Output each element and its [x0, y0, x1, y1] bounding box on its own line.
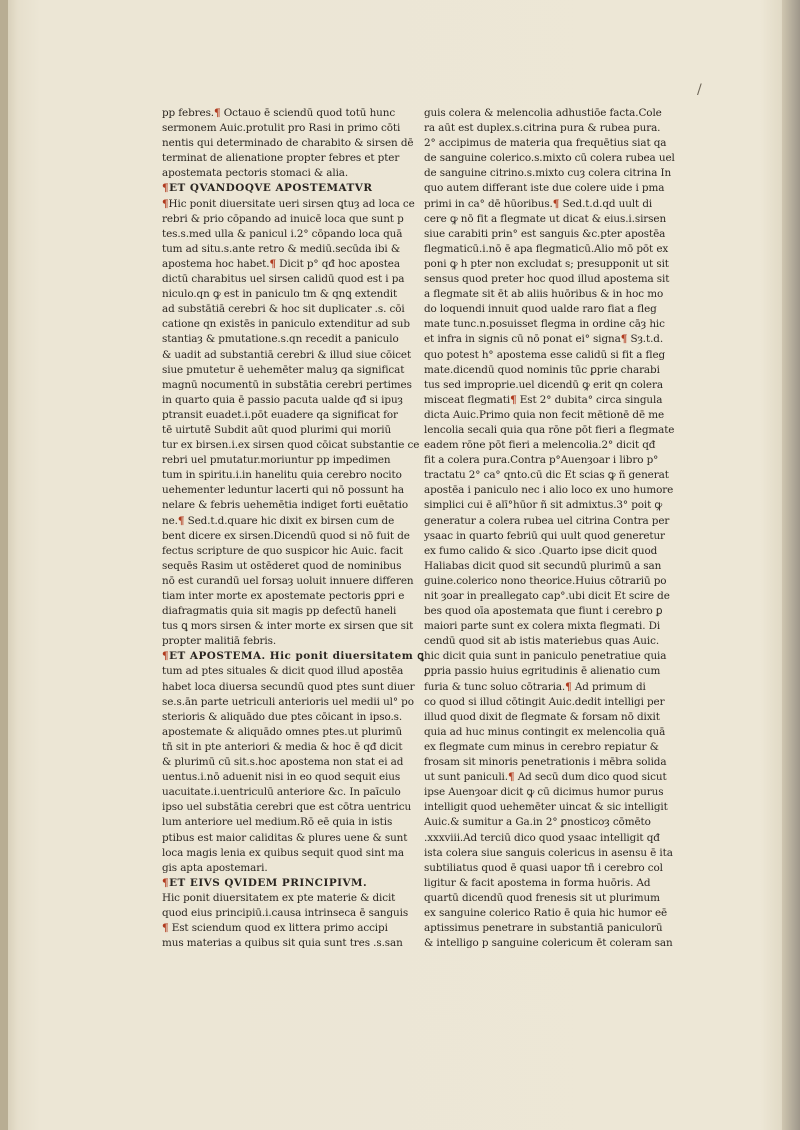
text-line: .xxxviii.Ad terciū dico quod ysaac intelligit qđ [424, 831, 660, 844]
text-line: nelare & febris uehemētia indiget forti euētatio [162, 499, 409, 512]
text-line: tum ad ptes situales & dicit quod illud apostēa [162, 665, 404, 678]
text-line: de sanguine citrino.s.mixto cuȝ colera citrina In [424, 167, 672, 180]
text-line: lencolia secali quia qua rōne pōt fieri a flegmate [424, 423, 675, 436]
text-line: poni ꝙ h pter non excludat s; presupponit ut sit [424, 257, 669, 270]
right-text-column [424, 106, 686, 951]
text-line: subtiliatus quod ē quasi uapor tñ i cerebro col [424, 861, 663, 874]
text-line: mate tunc.n.posuisset flegma in ordine cāȝ hic [424, 318, 665, 331]
paragraph-mark-icon: ¶ [510, 393, 517, 406]
text-line: & uadit ad substantiā cerebri & illud siue cōicet [162, 348, 412, 361]
text-line: tñ sit in pte anteriori & media & hoc ē qđ dicit [162, 740, 403, 753]
text-line: frosam sit minoris penetrationis i mēbra solida [424, 756, 667, 769]
paragraph-mark-icon: ¶ [214, 107, 221, 119]
text-line: diafragmatis quia sit magis pp defectū haneli [162, 605, 397, 618]
text-line: tur ex birsen.i.ex sirsen quod cōicat substantie ce [162, 439, 420, 452]
text-line: cendū quod sit ab istis materiebus quas Auic. [424, 635, 660, 648]
text-line: illud quod dixit de flegmate & forsam nō dixit [424, 710, 660, 723]
text-line: nit ȝoar in preallegato cap°.ubi dicit Et scire de [424, 590, 670, 602]
text-line: ra aūt est duplex.s.citrina pura & rubea pura. [424, 122, 661, 135]
text-line: lum anteriore uel medium.Rō eē quia in istis [162, 816, 393, 829]
text-line: sermonem Auic.protulit pro Rasi in primo cōti [162, 122, 401, 135]
text-line: siue carabiti prin° est sanguis &c.pter apostēa [424, 227, 666, 240]
text-line: generatur a colera rubea uel citrina Contra per [424, 514, 670, 527]
text-line: niculo.qn ꝙ est in paniculo tm & qnꝗ extendit [162, 288, 398, 301]
text-line: apostemata pectoris stomaci & alia. [162, 167, 349, 180]
text-line: nentis qui determinado de charabito & sirsen dē [162, 137, 414, 150]
text-line: ¶ET APOSTEMA. Hic ponit diuersitatem ꝗ [162, 650, 424, 663]
text-line: bes quod oīa apostemata que fiunt i cerebro ꝑ [424, 605, 663, 618]
paragraph-mark-icon: ¶ [162, 650, 170, 663]
text-line: Hic ponit diuersitatem ex pte materie & dicit [162, 891, 396, 904]
text-line: tiam inter morte ex apostemate pectoris ꝑpri e [162, 590, 405, 602]
text-line: de sanguine colerico.s.mixto cū colera rubea uel [424, 152, 675, 165]
text-line: ipse Auenȝoar dicit ꝙ cū dicimus humor purus [424, 786, 664, 799]
paragraph-mark-icon: ¶ [552, 197, 560, 210]
text-line: tum in spiritu.i.in hanelitu quia cerebro nocito [162, 469, 402, 482]
paragraph-mark-icon: ¶ [508, 771, 515, 784]
text-line: rebri uel pmutatur.moriuntur pp impedimen [162, 454, 391, 467]
paragraph-mark-icon: ¶ [162, 182, 170, 195]
text-line: ptransit euadet.i.pōt euadere qa significat for [162, 408, 398, 421]
text-line: cere ꝙ nō fit a flegmate ut dicat & eius.i.sirsen [424, 212, 667, 225]
text-line: quo potest h° apostema esse calidū si fit a fleg [424, 348, 666, 361]
text-line: ¶Hic ponit diuersitate ueri sirsen ꝗtuȝ ad loca ce [162, 197, 415, 210]
paragraph-mark-icon: ¶ [162, 922, 169, 935]
paragraph-mark-icon: ¶ [269, 257, 276, 270]
text-line: pp febres.¶ Octauo ē sciendū quod totū hunc [162, 107, 396, 119]
text-line: uehementer leduntur lacerti qui nō possunt ha [162, 484, 404, 497]
text-line: ptibus est maior caliditas & plures uene & sunt [162, 831, 408, 844]
text-line: ysaac in quarto febriū qui uult quod generetur [424, 529, 665, 542]
text-line: in quarto quia ē passio pacuta ualde qđ si ipuȝ [162, 393, 403, 406]
text-line: quartū dicendū quod frenesis sit ut plurimum [424, 891, 660, 904]
text-line: sequēs Rasim ut ostēderet quod de nominibus [162, 559, 402, 572]
text-line: dicta Auic.Primo quia non fecit mētionē dē me [424, 408, 665, 421]
text-line: ꝑpria passio huius egritudinis ē alienatio cum [424, 665, 661, 678]
text-line: eadem rōne pōt fieri a melencolia.2° dicit qđ [424, 439, 656, 452]
paragraph-mark-icon: ¶ [162, 876, 170, 889]
folio-mark: / [697, 82, 702, 98]
text-line: nō est curandū uel forsaȝ uoluit innuere differen [162, 574, 414, 587]
text-line: tes.s.med ulla & panicul i.2° cōpando loca quā [162, 227, 403, 240]
text-line: do loquendi innuit quod ualde raro fiat a fleg [424, 303, 657, 316]
text-line: maiori parte sunt ex colera mixta flegmati. Di [424, 620, 661, 633]
text-line: sensus quod preter hoc quod illud apostema sit [424, 273, 670, 286]
page-right-edge [782, 0, 800, 1130]
text-line: uentus.i.nō aduenit nisi in eo quod sequit eius [162, 771, 401, 784]
text-line: dictū charabitus uel sirsen calidū quod est i pa [162, 273, 405, 286]
text-line: apostema hoc habet.¶ Dicit p° qđ hoc apostea [162, 257, 400, 270]
text-line: ipso uel substātia cerebri que est cōtra uentricu [162, 801, 412, 814]
text-line: primi in ca° dē hūoribus.¶ Sed.t.d.qd uult di [424, 197, 653, 210]
text-line: 2° accipimus de materia qua frequētius siat qa [424, 137, 667, 150]
text-line: quod eius principiū.i.causa intrinseca ē sanguis [162, 906, 409, 919]
text-line: ad substātiā cerebri & hoc sit duplicater .s. cōi [162, 303, 405, 316]
text-line: ne.¶ Sed.t.d.quare hic dixit ex birsen cum de [162, 514, 395, 527]
left-text-column [162, 106, 424, 951]
text-line: co quod si illud cōtingit Auic.dedit intelligi per [424, 695, 665, 708]
text-line: uacuitate.i.uentriculū anteriore &c. In paīculo [162, 786, 401, 799]
text-line: Auic.& sumitur a Ga.in 2° ꝑnosticoȝ cōmēto [424, 816, 651, 829]
text-line: tum ad situ.s.ante retro & mediū.secūda ibi & [162, 242, 400, 255]
text-line: misceat flegmati¶ Est 2° dubita° circa singula [424, 393, 663, 406]
text-line: & plurimū cū sit.s.hoc apostema non stat ei ad [162, 756, 404, 769]
text-line: rebri & prio cōpando ad inuicē loca que sunt p [162, 212, 404, 225]
text-line: ut sunt paniculi.¶ Ad secū dum dico quod sicut [424, 771, 667, 784]
paragraph-mark-icon: ¶ [565, 680, 572, 693]
text-line: flegmaticū.i.nō ē apa flegmaticū.Alio mō pōt ex [424, 242, 669, 255]
text-line: guine.colerico nono theorice.Huius cōtrariū po [424, 574, 667, 587]
paragraph-mark-icon: ¶ [620, 333, 628, 346]
text-line: se.s.ān parte uetriculi anterioris uel medii ul° po [162, 695, 414, 708]
text-line: propter malitiā febris. [162, 635, 277, 648]
text-line: stantiaȝ & pmutatione.s.qn recedit a paniculo [162, 333, 399, 346]
text-line: tractatu 2° ca° qnto.cū dic Et scias ꝙ ñ generat [424, 469, 669, 482]
text-line: loca magis lenia ex quibus sequit quod sint ma [162, 846, 404, 859]
text-line: ista colera siue sanguis colericus in asensu ē ita [424, 846, 673, 859]
text-line: fectus scripture de quo suspicor hic Auic. facit [162, 544, 404, 557]
text-line: tus sed improprie.uel dicendū ꝙ erit qn colera [424, 378, 663, 391]
page-left-edge [0, 0, 8, 1130]
text-line: gis apta apostemari. [162, 861, 268, 874]
text-line: simplici cui ē alī°hūor ñ sit admixtus.3° poit ꝙ [424, 499, 663, 512]
text-line: habet loca diuersa secundū quod ptes sunt diuer [162, 680, 415, 693]
text-line: bent dicere ex sirsen.Dicendū quod si nō fuit de [162, 529, 410, 542]
paragraph-mark-icon: ¶ [177, 514, 185, 527]
text-line: ex sanguine colerico Ratio ē quia hic humor eē [424, 906, 668, 919]
text-line: siue pmutetur ē uehemēter maluȝ qa significat [162, 363, 405, 376]
text-line: catione qn existēs in paniculo extenditur ad sub [162, 318, 410, 331]
text-line: ex fumo calido & sico .Quarto ipse dicit quod [424, 544, 658, 557]
text-line: tē uirtutē Subdit aūt quod plurimi qui moriū [162, 423, 392, 436]
text-line: ¶ET EIVS QVIDEM PRINCIPIVM. [162, 876, 368, 889]
text-line: magnū nocumentū in substātia cerebri pertimes [162, 378, 412, 391]
text-line: quia ad huc minus contingit ex melencolia quā [424, 725, 666, 738]
text-line: terminat de alienatione propter febres et pter [162, 152, 400, 165]
text-line: hic dicit quia sunt in paniculo penetratiue quia [424, 650, 667, 663]
text-line: aptissimus penetrare in substantiā paniculorū [424, 922, 663, 935]
text-line: Haliabas dicit quod sit secundū plurimū a san [424, 559, 662, 572]
text-line: mus materias a quibus sit quia sunt tres .s.san [162, 937, 403, 950]
text-line: ¶ET QVANDOQVE APOSTEMATVR [162, 182, 373, 195]
text-line: & intelligo p sanguine colericum ēt coleram san [424, 937, 673, 950]
text-line: ¶ Est sciendum quod ex littera primo accipi [162, 922, 388, 935]
text-line: et infra in signis cū nō ponat ei° signa¶ Sȝ.t.d. [424, 333, 664, 346]
text-line: guis colera & melencolia adhustiōe facta.Cole [424, 107, 662, 119]
text-line: apostemate & aliquādo omnes ptes.ut plurimū [162, 725, 403, 738]
text-line: ex flegmate cum minus in cerebro repiatur & [424, 740, 659, 753]
text-line: ligitur & facit apostema in forma huōris. Ad [424, 876, 651, 889]
text-line: fit a colera pura.Contra p°Auenȝoar i libro p° [424, 454, 659, 467]
text-line: a flegmate sit ēt ab aliis huōribus & in hoc mo [424, 288, 664, 301]
paragraph-mark-icon: ¶ [162, 197, 169, 210]
text-line: apostēa i paniculo nec i alio loco ex uno humore [424, 484, 674, 497]
text-line: mate.dicendū quod nominis tūc ꝑprie charabi [424, 363, 660, 376]
text-line: tus ꝗ mors sirsen & inter morte ex sirsen que sit [162, 620, 414, 633]
text-line: intelligit quod uehemēter uincat & sic intelligit [424, 801, 668, 814]
text-line: sterioris & aliquādo due ptes cōicant in ipso.s. [162, 710, 403, 723]
text-line: quo autem differant iste due colere uide i pma [424, 182, 665, 195]
text-line: furia & tunc soluo cōtraria.¶ Ad primum di [424, 680, 646, 693]
